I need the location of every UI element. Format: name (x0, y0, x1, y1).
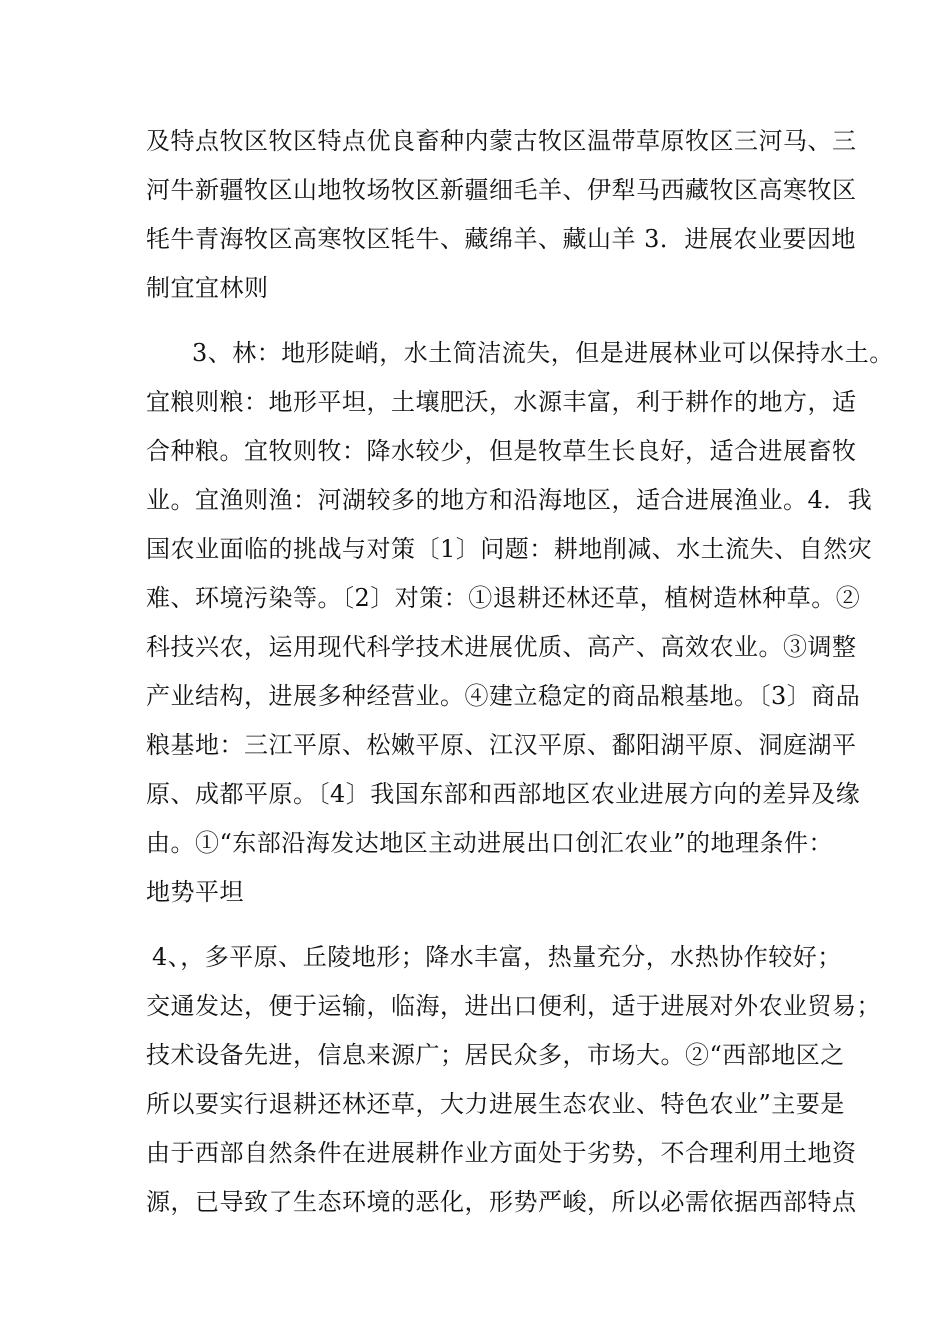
text-line: 国农业面临的挑战与对策〔1〕问题：耕地削减、水土流失、自然灾 (146, 535, 873, 563)
text-line: 粮基地：三江平原、松嫩平原、江汉平原、鄱阳湖平原、洞庭湖平 (146, 731, 857, 759)
text-line: 源，已导致了生态环境的恶化，形势严峻，所以必需依据西部特点 (146, 1188, 857, 1216)
text-line: 宜粮则粮：地形平坦，土壤肥沃，水源丰富，利于耕作的地方，适 (146, 388, 857, 416)
text-line: 河牛新疆牧区山地牧场牧区新疆细毛羊、伊犁马西藏牧区高寒牧区 (146, 176, 857, 204)
text-line: 所以要实行退耕还林还草，大力进展生态农业、特色农业”主要是 (146, 1090, 845, 1118)
text-line: 及特点牧区牧区特点优良畜种内蒙古牧区温带草原牧区三河马、三 (146, 127, 857, 155)
text-line: 牦牛青海牧区高寒牧区牦牛、藏绵羊、藏山羊 3．进展农业要因地 (146, 225, 856, 253)
text-line: 交通发达，便于运输，临海，进出口便利，适于进展对外农业贸易； (146, 992, 881, 1020)
text-line: 合种粮。宜牧则牧：降水较少，但是牧草生长良好，适合进展畜牧 (146, 437, 857, 465)
text-line: 技术设备先进，信息来源广；居民众多，市场大。②“西部地区之 (146, 1041, 845, 1069)
text-line: 由。①“东部沿海发达地区主动进展出口创汇农业”的地理条件： (146, 829, 834, 857)
text-line: 原、成都平原。〔4〕我国东部和西部地区农业进展方向的差异及缘 (146, 780, 861, 808)
text-line: 科技兴农，运用现代科学技术进展优质、高产、高效农业。③调整 (146, 633, 857, 661)
text-line: 由于西部自然条件在进展耕作业方面处于劣势，不合理利用土地资 (146, 1139, 857, 1167)
text-line: 地势平坦 (146, 878, 244, 906)
text-line: 制宜宜林则 (146, 274, 269, 302)
text-line: 产业结构，进展多种经营业。④建立稳定的商品粮基地。〔3〕商品 (146, 682, 861, 710)
text-line: 业。宜渔则渔：河湖较多的地方和沿海地区，适合进展渔业。4．我 (146, 486, 873, 514)
paragraph-start-line: 4、，多平原、丘陵地形；降水丰富，热量充分，水热协作较好； (152, 943, 842, 971)
paragraph-start-line: 3、林：地形陡峭，水土简洁流失，但是进展林业可以保持水土。 (192, 339, 894, 367)
text-line: 难、环境污染等。〔2〕对策：①退耕还林还草，植树造林种草。② (146, 584, 861, 612)
